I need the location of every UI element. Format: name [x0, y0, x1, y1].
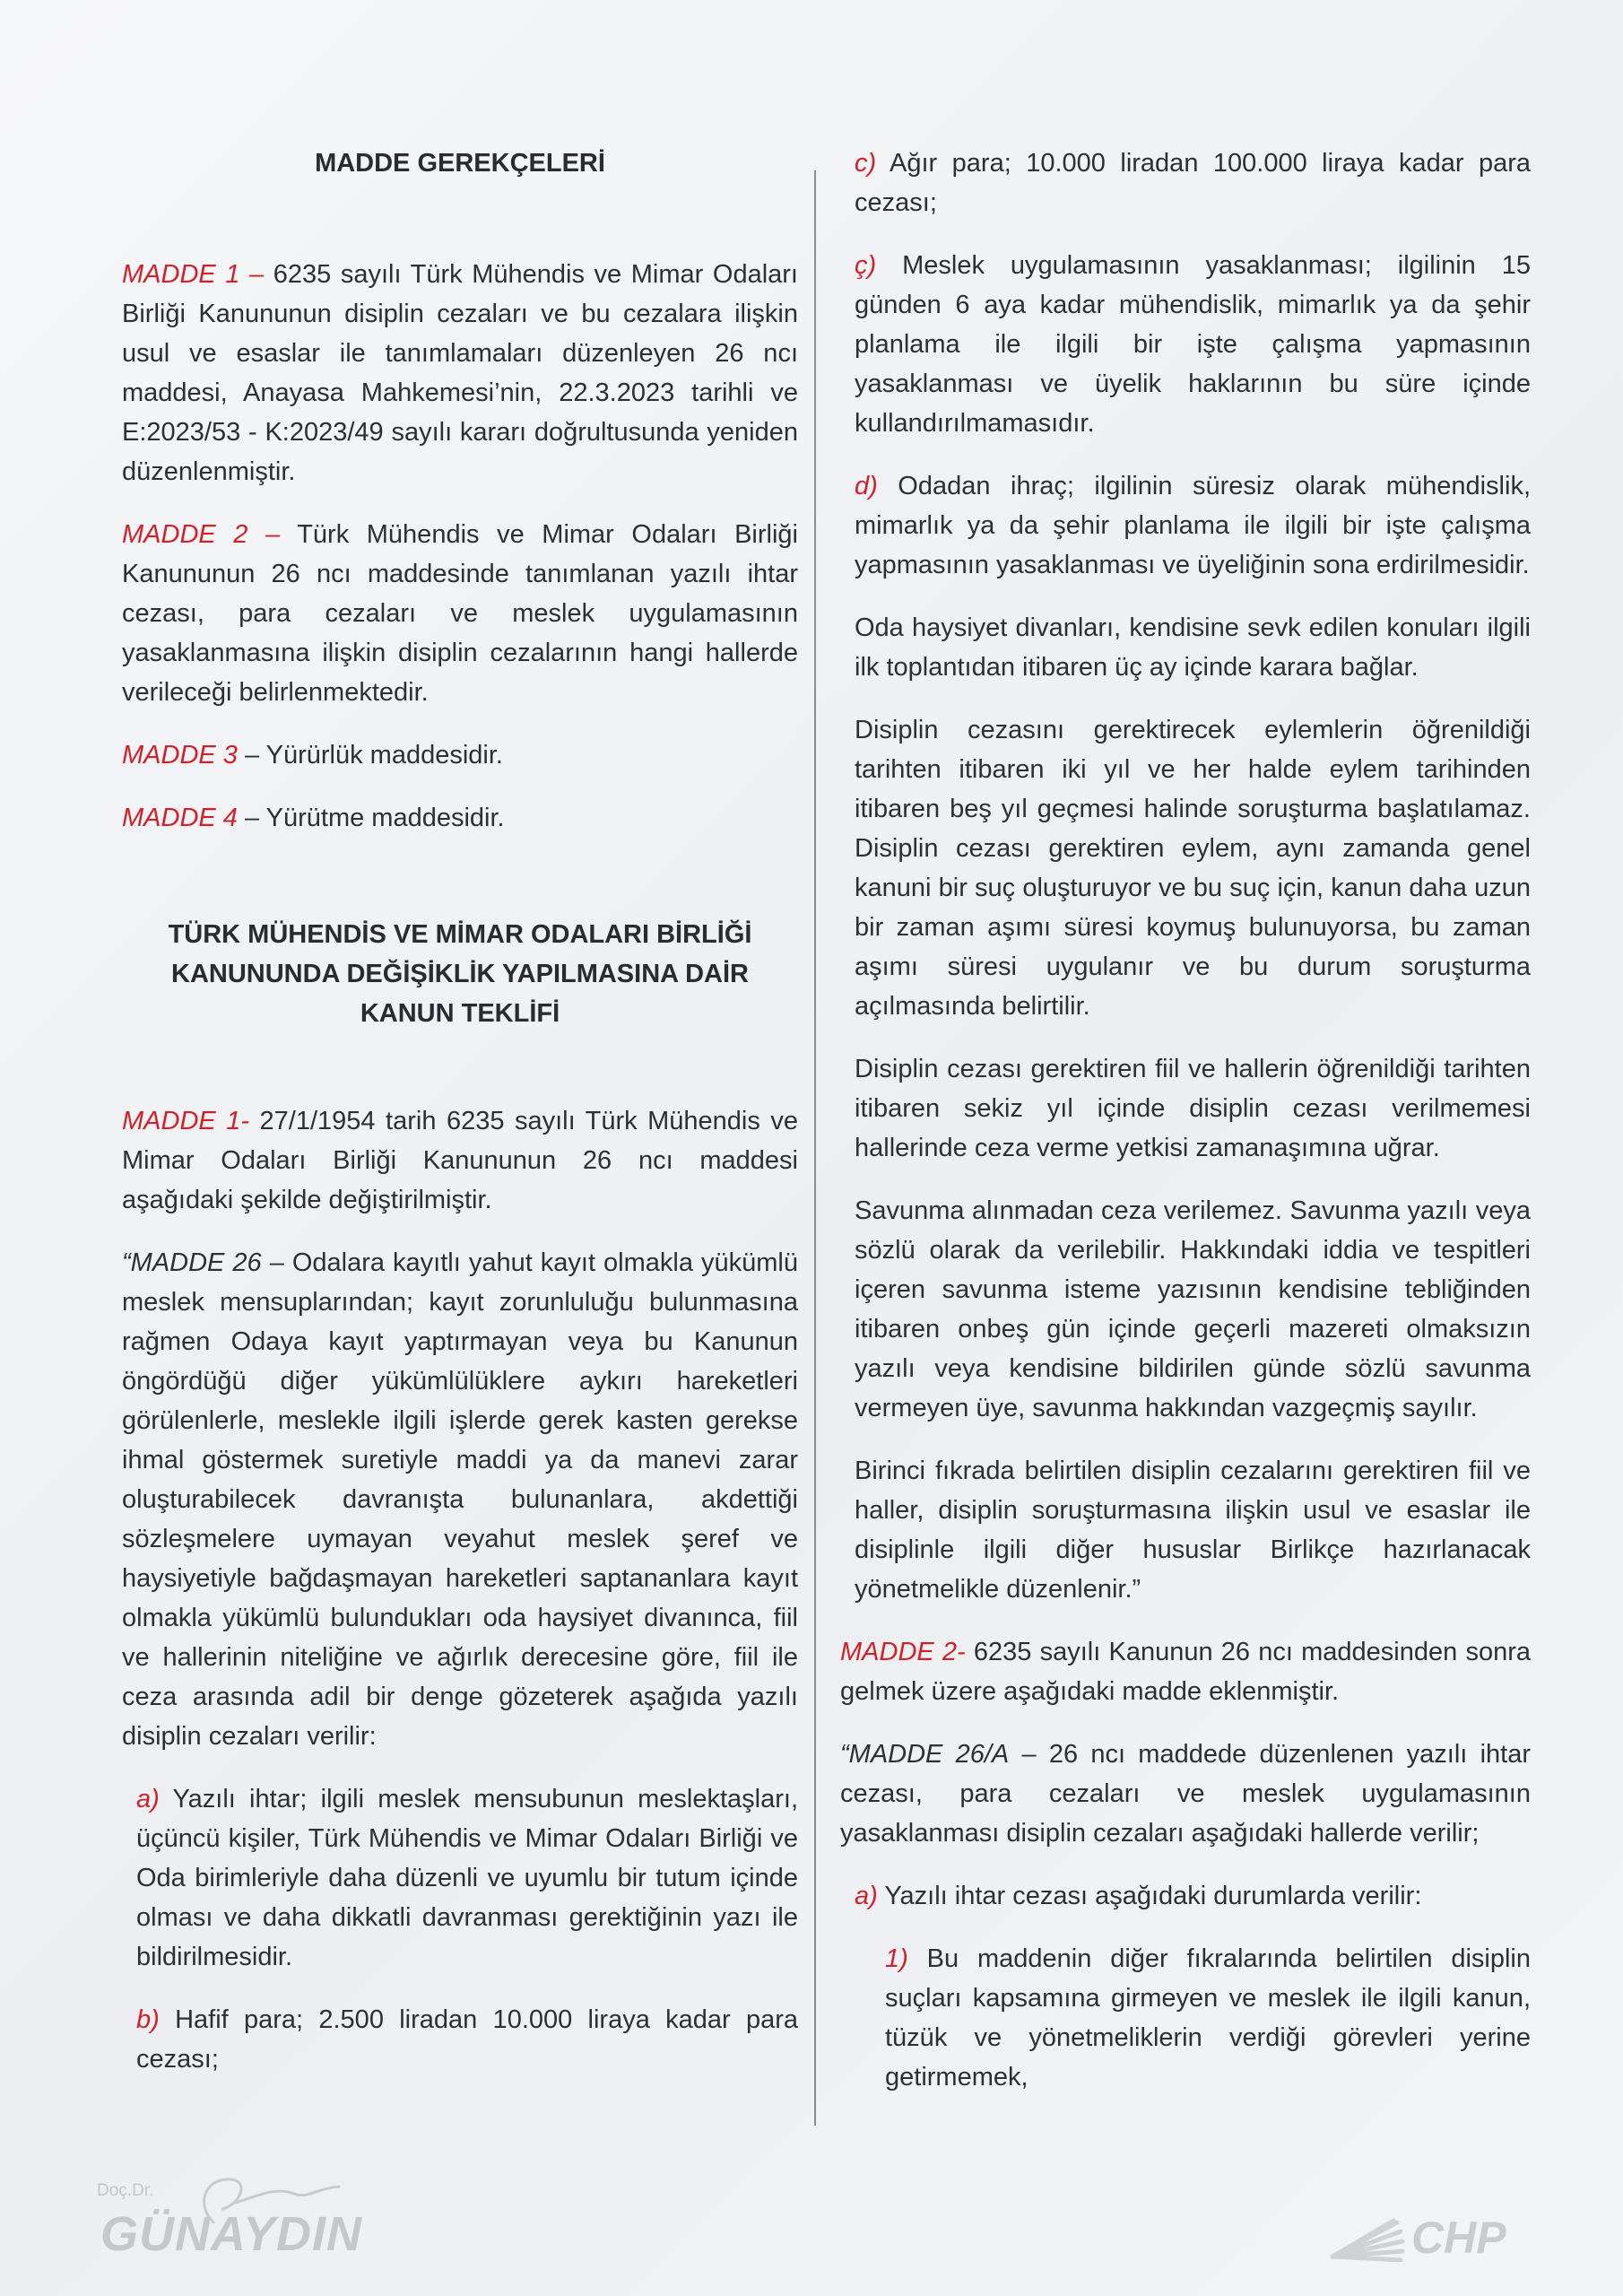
heading-kanun-teklifi-line1: TÜRK MÜHENDİS VE MİMAR ODALARI BİRLİĞİ: [168, 920, 752, 949]
madde-26-item-c-cedilla: ç) Meslek uygulamasının yasaklanması; ilgilinin 15 günden 6 aya kadar mühendislik, mimarlık ya da şehir planlama ile ilgili bir işte çalışma yapmasının yasaklanması ve üyelik haklarının bu süre içinde kullandırılmamasıdır.: [855, 251, 1531, 438]
gunaydin-signature-logo: Doç.Dr. GÜNAYDIN: [97, 2169, 357, 2267]
madde-26a-item-a: a) Yazılı ihtar cezası aşağıdaki durumlarda verilir:: [855, 1882, 1422, 1910]
paragraph-zamanasimi-1: Disiplin cezasını gerektirecek eylemlerin öğrenildiği tarihten itibaren iki yıl ve her halde eylem tarihinden itibaren beş yıl geçmesi halinde soruşturma başlatılamaz. Disiplin cezası gerektiren eylem, aynı zamanda genel kanuni bir suç oluşturuyor ve bu suç için, kanun daha uzun bir zaman aşımı süresi koymuş bulunuyorsa, bu zaman aşımı süresi uygulanır ve bu durum soruşturma açılmasında belirtilir.: [855, 716, 1531, 1021]
teklif-madde-2: MADDE 2- 6235 sayılı Kanunun 26 ncı maddesinden sonra gelmek üzere aşağıdaki madde eklenmiştir.: [840, 1638, 1532, 1706]
teklif-madde-1: MADDE 1- 27/1/1954 tarih 6235 sayılı Türk Mühendis ve Mimar Odaları Birliği Kanununun 26 ncı maddesi aşağıdaki şekilde değiştirilmiştir.: [122, 1107, 798, 1214]
madde-26-item-c: c) Ağır para; 10.000 liradan 100.000 liraya kadar para cezası;: [855, 149, 1531, 217]
left-column: [122, 144, 798, 2102]
madde-26-item-a: a) Yazılı ihtar; ilgili meslek mensubunun meslektaşları, üçüncü kişiler, Türk Mühendis ve Mimar Odaları Birliği ve Oda birimleriyle daha düzenli ve uyumlu bir tutum içinde olması ve daha dikkatli davranması gerektiğinin yazı ile bildirilmesidir.: [136, 1785, 798, 1971]
madde-26-item-b: b) Hafif para; 2.500 liradan 10.000 liraya kadar para cezası;: [136, 2005, 798, 2074]
paragraph-zamanasimi-2: Disiplin cezası gerektiren fiil ve hallerin öğrenildiği tarihten itibaren sekiz yıl içinde disiplin cezası verilmemesi hallerinde ceza verme yetkisi zamanaşımına uğrar.: [855, 1055, 1531, 1162]
madde-26-intro: “MADDE 26 – Odalara kayıtlı yahut kayıt olmakla yükümlü meslek mensuplarından; kayıt zorunluluğu bulunmasına rağmen Odaya kayıt yaptırmayan veya bu Kanunun öngördüğü diğer yükümlülüklere aykırı hareketleri görülenlerle, meslekle ilgili işlerde gerek kasten gerekse ihmal göstermek suretiyle maddi ya da manevi zarar oluşturabilecek davranışta bulunanlara, akdettiği sözleşmelere uymayan veyahut meslek şeref ve haysiyetiyle bağdaşmayan hareketleri saptananlara kayıt olmakla yükümlü bulundukları oda haysiyet divanınca, fiil ve hallerinin niteliğine ve ağırlık derecesine göre, fiil ile ceza arasında adil bir denge gözeterek aşağıda yazılı disiplin cezaları verilir:: [122, 1248, 798, 1751]
heading-kanun-teklifi-line2: KANUNUNDA DEĞİŞİKLİK YAPILMASINA DAİR: [171, 960, 749, 988]
right-column: [840, 144, 1532, 2120]
gerekce-madde-3: MADDE 3 – Yürürlük maddesidir.: [122, 741, 503, 770]
madde-26a-intro: “MADDE 26/A – 26 ncı maddede düzenlenen yazılı ihtar cezası, para cezaları ve meslek uygulamasının yasaklanması disiplin cezaları aşağıdaki hallerde verilir;: [840, 1740, 1531, 1848]
paragraph-haysiyet-divani: Oda haysiyet divanları, kendisine sevk edilen konuları ilgili ilk toplantıdan itibaren üç ay içinde karara bağlar.: [855, 613, 1531, 682]
gerekce-madde-4: MADDE 4 – Yürütme maddesidir.: [122, 804, 505, 832]
chp-arrows-icon: [1325, 2217, 1406, 2262]
gerekce-madde-2: MADDE 2 – Türk Mühendis ve Mimar Odaları Birliği Kanununun 26 ncı maddesinde tanımlanan yazılı ihtar cezası, para cezaları ve meslek uygulamasının yasaklanmasına ilişkin disiplin cezalarının hangi hallerde verileceği belirlenmektedir.: [122, 520, 798, 707]
heading-madde-gerekceleri: MADDE GEREKÇELERİ: [315, 149, 605, 178]
madde-26a-item-a-1: 1) Bu maddenin diğer fıkralarında belirtilen disiplin suçları kapsamına girmeyen ve meslek ile ilgili kanun, tüzük ve yönetmeliklerin verdiği görevleri yerine getirmemek,: [885, 1944, 1531, 2092]
gerekce-madde-1: MADDE 1 – 6235 sayılı Türk Mühendis ve Mimar Odaları Birliği Kanununun disiplin cezaları ve bu cezalara ilişkin usul ve esaslar ile tanımlamaları düzenleyen 26 ncı maddesi, Anayasa Mahkemesi’nin, 22.3.2023 tarihli ve E:2023/53 - K:2023/49 sayılı kararı doğrultusunda yeniden düzenlenmiştir.: [122, 260, 798, 486]
heading-kanun-teklifi-line3: KANUN TEKLİFİ: [360, 999, 560, 1028]
madde-26-item-d: d) Odadan ihraç; ilgilinin süresiz olarak mühendislik, mimarlık ya da şehir planlama ile ilgili bir işte çalışma yapmasının yasaklanması ve üyeliğinin sona erdirilmesidir.: [855, 472, 1531, 579]
paragraph-savunma: Savunma alınmadan ceza verilemez. Savunma yazılı veya sözlü olarak da verilebilir. Hakkındaki iddia ve tespitleri içeren savunma isteme yazısının kendisine tebliğinden itibaren onbeş gün içinde geçerli mazereti olmaksızın yazılı veya kendisine bildirilen günde sözlü savunma vermeyen üye, savunma hakkından vazgeçmiş sayılır.: [855, 1196, 1531, 1422]
paragraph-yonetmelik: Birinci fıkrada belirtilen disiplin cezalarını gerektiren fiil ve haller, disiplin soruşturmasına ilişkin usul ve esaslar ile disiplinle ilgili diğer hususlar Birlikçe hazırlanacak yönetmelikle düzenlenir.”: [855, 1457, 1531, 1604]
column-divider: [814, 170, 816, 2126]
chp-logo: CHP: [1325, 2212, 1541, 2266]
